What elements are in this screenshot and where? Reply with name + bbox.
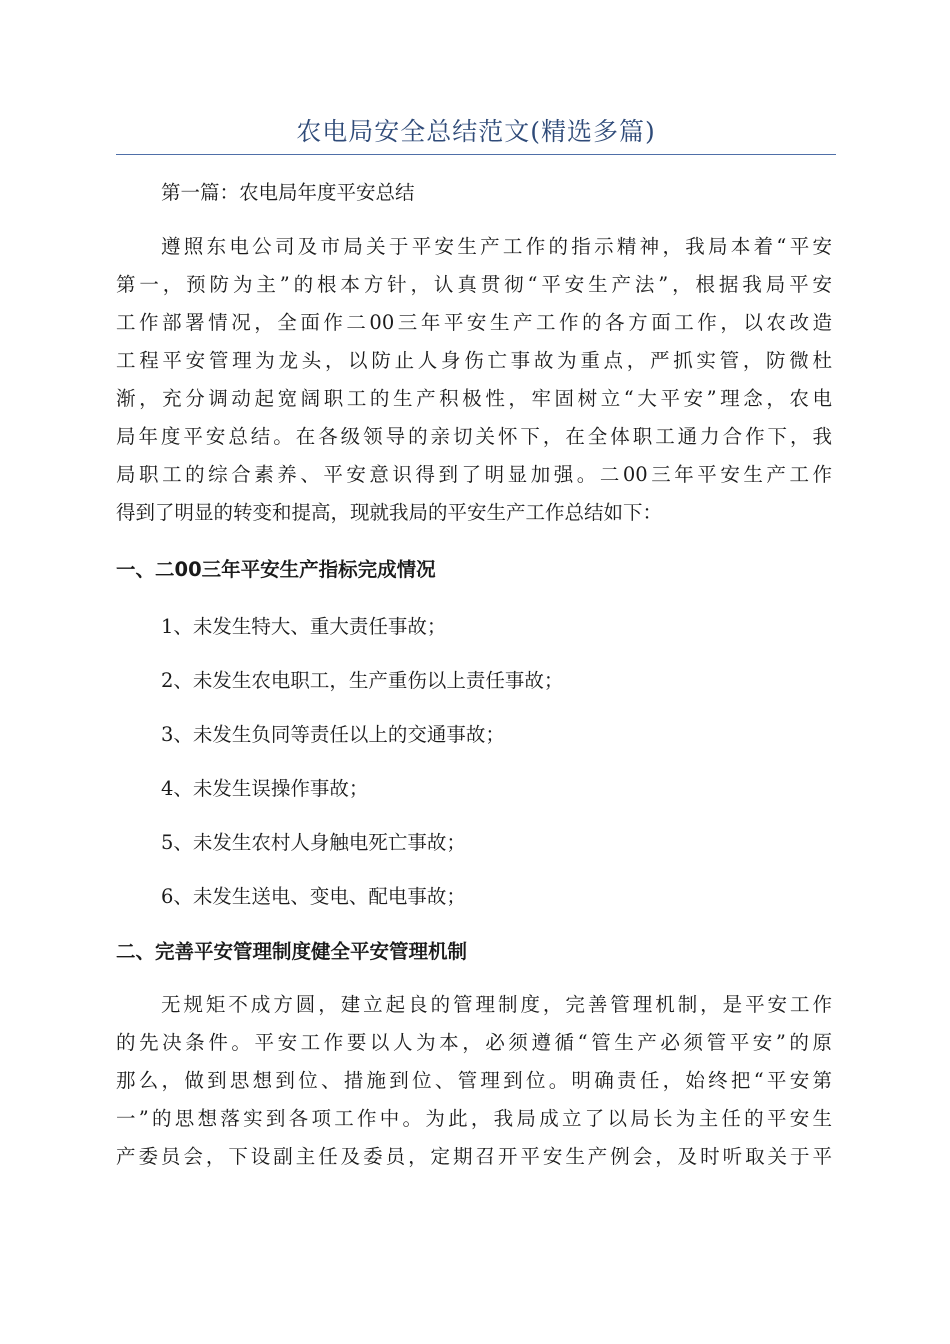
list-item: 1、未发生特大、重大责任事故； [161,615,447,638]
list-item: 2、未发生农电职工，生产重伤以上责任事故； [161,669,564,692]
section-heading: 二、完善平安管理制度健全平安管理机制 [116,940,468,963]
paragraph-line: 工作部署情况，全面作二00三年平安生产工作的各方面工作，以农改造 [116,311,832,334]
paragraph-line: 局职工的综合素养、平安意识得到了明显加强。二00三年平安生产工作 [116,463,832,486]
paragraph-line: 第一，预防为主”的根本方针，认真贯彻“平安生产法”，根据我局平安 [116,273,832,296]
section-subtitle: 第一篇：农电局年度平安总结 [161,181,415,204]
paragraph-line: 的先决条件。平安工作要以人为本，必须遵循“管生产必须管平安”的原 [116,1031,832,1054]
section-heading: 一、二00三年平安生产指标完成情况 [116,558,436,581]
paragraph-line: 渐，充分调动起宽阔职工的生产积极性，牢固树立“大平安”理念，农电 [116,387,832,410]
list-item: 4、未发生误操作事故； [161,777,369,800]
paragraph-line: 一”的思想落实到各项工作中。为此，我局成立了以局长为主任的平安生 [116,1107,832,1130]
list-item: 3、未发生负同等责任以上的交通事故； [161,723,505,746]
paragraph-line: 那么，做到思想到位、措施到位、管理到位。明确责任，始终把“平安第 [116,1069,832,1092]
title-underline [116,154,836,155]
paragraph-line: 局年度平安总结。在各级领导的亲切关怀下，在全体职工通力合作下，我 [116,425,832,448]
paragraph-line: 遵照东电公司及市局关于平安生产工作的指示精神，我局本着“平安 [161,235,832,258]
paragraph-line: 工程平安管理为龙头，以防止人身伤亡事故为重点，严抓实管，防微杜 [116,349,832,372]
paragraph-line: 无规矩不成方圆，建立起良的管理制度，完善管理机制，是平安工作 [161,993,832,1016]
document-title: 农电局安全总结范文(精选多篇) [296,117,656,146]
list-item: 6、未发生送电、变电、配电事故； [161,885,466,908]
paragraph-line: 得到了明显的转变和提高，现就我局的平安生产工作总结如下： [116,501,663,524]
list-item: 5、未发生农村人身触电死亡事故； [161,831,466,854]
paragraph-line: 产委员会，下设副主任及委员，定期召开平安生产例会，及时听取关于平 [116,1145,832,1168]
